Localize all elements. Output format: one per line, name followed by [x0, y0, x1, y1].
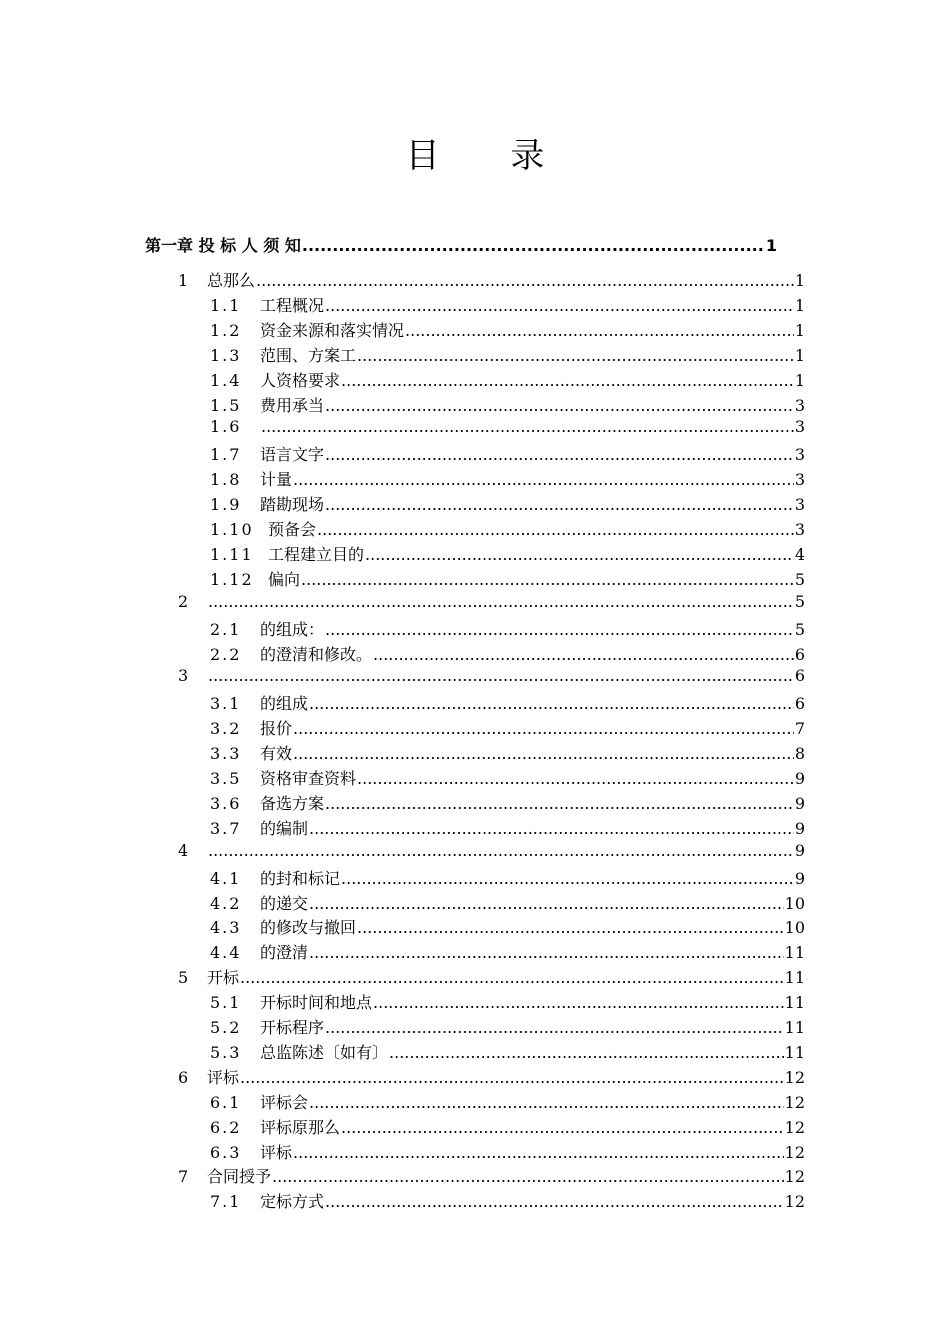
toc-subsection-entry[interactable] [210, 293, 805, 317]
toc-leader-dots [317, 520, 794, 539]
toc-leader-dots [325, 794, 794, 813]
toc-subsection-entry[interactable] [210, 442, 805, 466]
toc-section-entry[interactable] [178, 666, 805, 690]
toc-entry-label: 合同授予 [207, 1167, 272, 1187]
toc-entry-number: 1.12 [210, 569, 254, 589]
toc-subsection-entry[interactable] [210, 1015, 805, 1039]
toc-leader-dots [240, 968, 784, 987]
toc-leader-dots [293, 719, 794, 738]
toc-leader-dots [293, 470, 794, 489]
toc-entry-number: 4.2 [210, 893, 242, 913]
toc-entry-number: 6.1 [210, 1092, 242, 1112]
toc-subsection-entry[interactable] [210, 891, 805, 915]
toc-leader-dots [373, 993, 784, 1012]
toc-section-entry[interactable] [178, 1065, 805, 1089]
toc-leader-dots [309, 894, 784, 913]
toc-entry-number: 2.1 [210, 619, 242, 639]
toc-subsection-entry[interactable] [210, 567, 805, 591]
toc-entry-number: 1.11 [210, 544, 254, 564]
toc-leader-dots [272, 1167, 784, 1186]
toc-entry-label: 的澄清 [260, 943, 309, 963]
toc-subsection-entry[interactable] [210, 343, 805, 367]
toc-entry-label: 开标程序 [260, 1018, 325, 1037]
toc-entry-label: 的封和标记 [260, 868, 341, 888]
toc-entry-label: 资金来源和落实情况 [260, 320, 405, 340]
toc-entry-page: 1 [794, 345, 805, 365]
toc-entry-label: 资格审查资料 [260, 769, 357, 788]
toc-entry-page: 10 [784, 918, 805, 938]
toc-entry-label: 工程建立目的 [268, 544, 365, 564]
toc-entry-number: 3 [178, 666, 189, 686]
toc-leader-dots [302, 236, 765, 255]
toc-leader-dots [405, 321, 794, 340]
toc-entry-page: 6 [794, 644, 805, 664]
toc-entry-label: 的澄清和修改。 [260, 644, 373, 664]
toc-subsection-entry[interactable] [210, 716, 805, 740]
toc-section-entry[interactable] [178, 592, 805, 616]
toc-leader-dots [325, 445, 794, 464]
toc-leader-dots [208, 841, 794, 860]
toc-entry-page: 3 [794, 417, 805, 437]
toc-leader-dots [325, 620, 794, 639]
toc-entry-label: 评标 [207, 1067, 240, 1087]
toc-entry-page: 3 [794, 520, 805, 539]
toc-entry-page: 12 [784, 1092, 805, 1112]
toc-entry-number: 5.2 [210, 1018, 242, 1037]
toc-leader-dots [301, 570, 794, 589]
toc-entry-number: 3.6 [210, 793, 242, 813]
toc-entry-number: 2.2 [210, 644, 242, 664]
toc-subsection-entry[interactable] [210, 1115, 805, 1139]
toc-leader-dots [357, 346, 794, 365]
toc-entry-page: 1 [794, 295, 805, 315]
toc-subsection-entry[interactable] [210, 318, 805, 342]
toc-subsection-entry[interactable] [210, 417, 805, 441]
toc-entry-number: 5.1 [210, 993, 242, 1013]
toc-leader-dots [389, 1043, 784, 1062]
toc-section-entry[interactable] [178, 268, 805, 292]
toc-entry-number: 4.4 [210, 943, 242, 963]
toc-entry-page: 11 [784, 1018, 805, 1037]
toc-leader-dots [325, 396, 794, 415]
toc-subsection-entry[interactable] [210, 642, 805, 666]
toc-leader-dots [373, 645, 794, 664]
toc-section-entry[interactable] [178, 965, 805, 989]
toc-subsection-entry[interactable] [210, 766, 805, 790]
toc-subsection-entry[interactable] [210, 1090, 805, 1114]
toc-subsection-entry[interactable] [210, 368, 805, 392]
toc-leader-dots [240, 1068, 784, 1087]
toc-entry-page: 9 [794, 769, 805, 788]
toc-leader-dots [357, 769, 794, 788]
toc-entry-number: 1.10 [210, 520, 254, 539]
toc-entry-page: 5 [794, 591, 805, 611]
toc-entry-page: 1 [794, 320, 805, 340]
toc-entry-page: 11 [784, 943, 805, 963]
toc-entry-number: 6.2 [210, 1117, 242, 1137]
toc-entry-number: 1.6 [210, 417, 242, 437]
toc-subsection-entry[interactable] [210, 990, 805, 1014]
toc-entry-label: 评标原那么 [260, 1117, 341, 1137]
toc-leader-dots [256, 271, 794, 290]
toc-leader-dots [293, 1143, 784, 1162]
toc-entry-number: 3.3 [210, 744, 242, 764]
toc-subsection-entry[interactable] [210, 542, 805, 566]
toc-entry-number: 1.5 [210, 395, 242, 415]
toc-entry-page: 12 [784, 1067, 805, 1087]
toc-entry-number: 4.3 [210, 918, 242, 938]
toc-entry-label: 开标时间和地点 [260, 993, 373, 1013]
toc-entry-label: 的修改与撤回 [260, 918, 357, 938]
toc-section-entry[interactable] [178, 1164, 805, 1188]
toc-leader-dots [365, 545, 794, 564]
toc-leader-dots [325, 296, 794, 315]
toc-leader-dots [309, 694, 794, 713]
toc-entry-label: 开标 [207, 968, 240, 988]
toc-leader-dots [341, 869, 794, 888]
toc-entry-page: 9 [794, 840, 805, 860]
toc-leader-dots [309, 819, 794, 838]
toc-entry-number: 1.4 [210, 370, 242, 390]
toc-leader-dots [293, 744, 794, 763]
toc-leader-dots [341, 1118, 784, 1137]
toc-subsection-entry[interactable] [210, 617, 805, 641]
toc-subsection-entry[interactable] [210, 1140, 805, 1164]
toc-entry-label: 工程概况 [260, 295, 325, 315]
toc-subsection-entry[interactable] [210, 467, 805, 491]
toc-entry-page: 12 [784, 1117, 805, 1137]
toc-entry-page: 11 [784, 1042, 805, 1062]
toc-entry-page: 11 [784, 993, 805, 1013]
toc-entry-page: 12 [784, 1167, 805, 1187]
toc-chapter-label: 第一章 投 标 人 须 知 [145, 236, 301, 255]
toc-entry-number: 3.1 [210, 694, 242, 714]
toc-section-entry[interactable] [178, 841, 805, 865]
toc-entry-page: 1 [794, 271, 805, 290]
toc-entry-label: 的编制 [260, 818, 309, 838]
toc-entry-page: 1 [794, 370, 805, 390]
toc-entry-label: 定标方式 [260, 1192, 325, 1212]
toc-entry-label: 费用承当 [260, 395, 325, 415]
toc-entry-page: 6 [794, 666, 805, 686]
toc-entry-page: 9 [794, 868, 805, 888]
toc-subsection-entry[interactable] [210, 816, 805, 840]
toc-entry-label: 报价 [260, 719, 293, 739]
toc-entry-page: 5 [794, 619, 805, 639]
toc-entry-number: 1.8 [210, 470, 242, 490]
toc-entry-label: 踏勘现场 [260, 495, 325, 515]
toc-entry-number: 3.5 [210, 769, 242, 788]
toc-entry-number: 7.1 [210, 1192, 242, 1212]
toc-chapter-page: 1 [765, 236, 777, 255]
toc-subsection-entry[interactable] [210, 517, 805, 541]
toc-leader-dots [309, 943, 784, 962]
toc-subsection-entry[interactable] [210, 492, 805, 516]
toc-subsection-entry[interactable] [210, 1189, 805, 1213]
toc-entry-label: 语言文字 [260, 445, 325, 465]
toc-subsection-entry[interactable] [210, 741, 805, 765]
toc-entry-label: 总监陈述〔如有〕 [260, 1042, 389, 1062]
toc-entry-label: 人资格要求 [260, 370, 341, 390]
toc-entry-number: 1.7 [210, 445, 242, 465]
toc-entry-number: 6 [178, 1067, 189, 1087]
toc-entry-number: 1.9 [210, 495, 242, 515]
toc-entry-number: 7 [178, 1167, 189, 1187]
toc-entry-label: 范围、方案工 [260, 345, 357, 365]
toc-entry-label: 评标会 [260, 1092, 309, 1112]
toc-leader-dots [309, 1093, 784, 1112]
toc-entry-label: 总那么 [207, 271, 256, 290]
toc-entry-page: 3 [794, 470, 805, 490]
toc-entry-page: 3 [794, 395, 805, 415]
toc-entry-number: 3.2 [210, 719, 242, 739]
toc-entry-page: 4 [794, 544, 805, 564]
toc-entry-number: 1 [178, 271, 189, 290]
toc-subsection-entry[interactable] [210, 791, 805, 815]
toc-leader-dots [261, 417, 794, 436]
toc-entry-number: 2 [178, 591, 189, 611]
page-title: 目 录 [405, 136, 575, 176]
toc-leader-dots [208, 592, 794, 611]
toc-leader-dots [341, 371, 794, 390]
toc-chapter-entry[interactable] [145, 233, 777, 257]
toc-leader-dots [325, 495, 794, 514]
toc-subsection-entry[interactable] [210, 691, 805, 715]
toc-subsection-entry[interactable] [210, 866, 805, 890]
toc-entry-number: 1.2 [210, 320, 242, 340]
toc-entry-number: 1.1 [210, 295, 242, 315]
toc-entry-number: 4 [178, 840, 189, 860]
toc-entry-label: 计量 [260, 470, 293, 490]
toc-leader-dots [357, 918, 784, 937]
toc-leader-dots [325, 1192, 784, 1211]
toc-entry-number: 4.1 [210, 868, 242, 888]
toc-entry-page: 7 [794, 719, 805, 739]
toc-leader-dots [208, 666, 794, 685]
toc-entry-page: 6 [794, 694, 805, 714]
toc-entry-label: 偏向 [268, 569, 301, 589]
toc-entry-page: 10 [784, 893, 805, 913]
toc-subsection-entry[interactable] [210, 915, 805, 939]
toc-entry-page: 11 [784, 968, 805, 988]
toc-entry-label: 的组成： [260, 619, 325, 639]
toc-entry-label: 的组成 [260, 694, 309, 714]
toc-entry-page: 9 [794, 818, 805, 838]
toc-entry-number: 1.3 [210, 345, 242, 365]
toc-entry-page: 3 [794, 495, 805, 515]
toc-entry-number: 5.3 [210, 1042, 242, 1062]
toc-subsection-entry[interactable] [210, 393, 805, 417]
toc-entry-label: 备选方案 [260, 793, 325, 813]
toc-entry-page: 12 [784, 1192, 805, 1212]
toc-entry-number: 5 [178, 968, 189, 988]
toc-entry-label: 有效 [260, 744, 293, 764]
toc-entry-page: 5 [794, 569, 805, 589]
toc-entry-page: 8 [794, 744, 805, 764]
toc-leader-dots [325, 1018, 784, 1037]
toc-subsection-entry[interactable] [210, 940, 805, 964]
toc-entry-number: 6.3 [210, 1142, 242, 1162]
toc-entry-page: 9 [794, 793, 805, 813]
toc-entry-page: 12 [784, 1142, 805, 1162]
toc-entry-page: 3 [794, 445, 805, 465]
toc-subsection-entry[interactable] [210, 1040, 805, 1064]
toc-entry-label: 评标 [260, 1142, 293, 1162]
toc-entry-label: 的递交 [260, 893, 309, 913]
toc-entry-number: 3.7 [210, 818, 242, 838]
toc-entry-label: 预备会 [268, 520, 317, 539]
